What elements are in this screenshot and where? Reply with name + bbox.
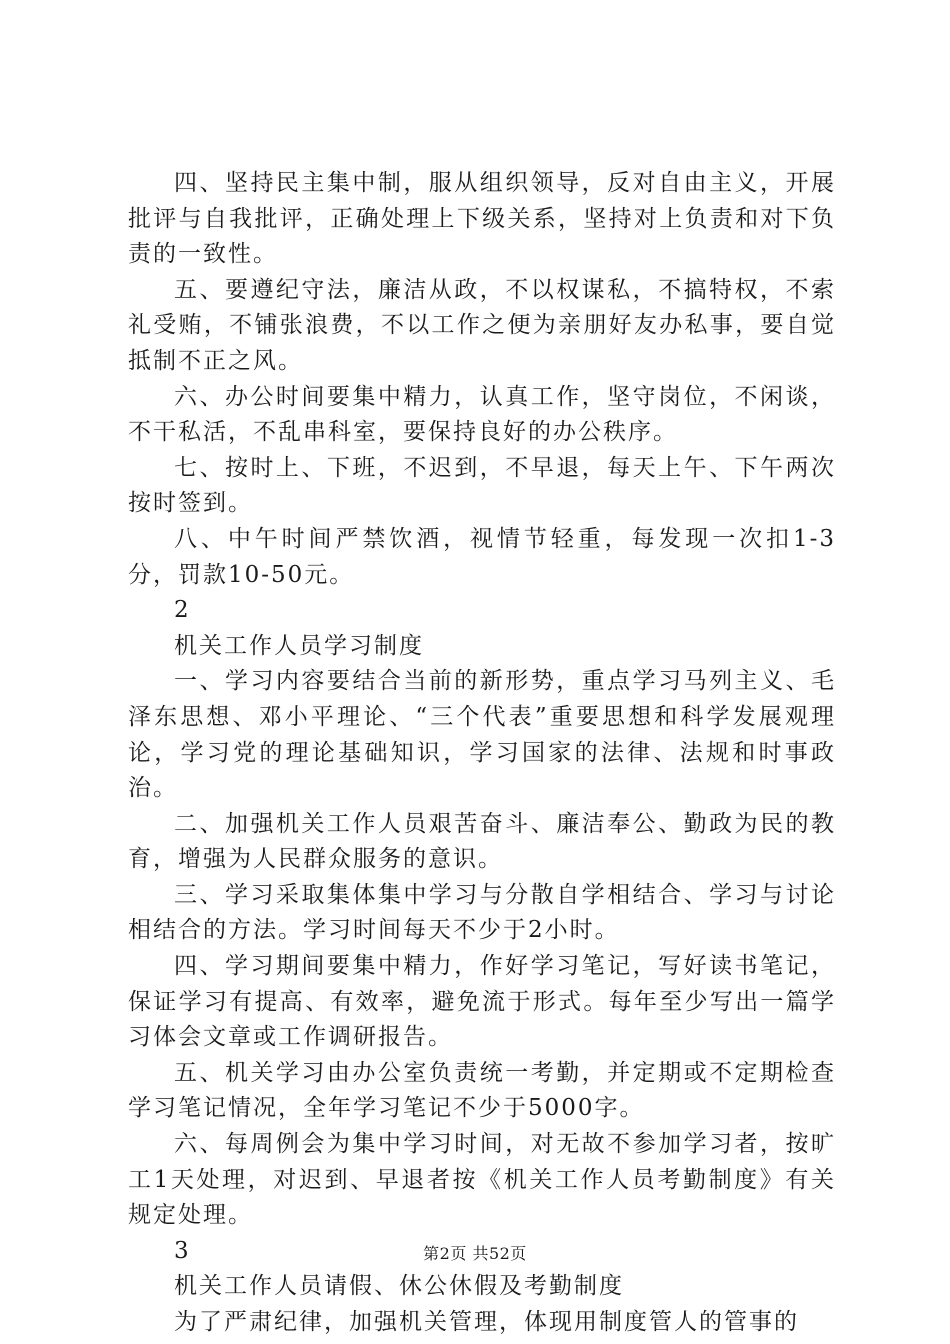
section-number-2: 2 — [174, 597, 191, 624]
section-title-study-system: 机关工作人员学习制度 — [174, 632, 424, 659]
paragraph-study-5: 五、机关学习由办公室负责统一考勤，并定期或不定期检查学习笔记情况，全年学习笔记不少于5000字。 — [128, 1059, 836, 1122]
paragraph-study-4: 四、学习期间要集中精力，作好学习笔记，写好读书笔记，保证学习有提高、有效率，避免流于形式。每年至少写出一篇学习体会文章或工作调研报告。 — [128, 953, 836, 1051]
paragraph-study-1: 一、学习内容要结合当前的新形势，重点学习马列主义、毛泽东思想、邓小平理论、“三个代表”重要思想和科学发展观理论，学习党的理论基础知识，学习国家的法律、法规和时事政治。 — [128, 668, 836, 802]
paragraph-rule-5: 五、要遵纪守法，廉洁从政，不以权谋私，不搞特权，不索礼受贿，不铺张浪费，不以工作之便为亲朋好友办私事，要自觉抵制不正之风。 — [128, 276, 836, 374]
paragraph-study-3: 三、学习采取集体集中学习与分散自学相结合、学习与讨论相结合的方法。学习时间每天不少于2小时。 — [128, 881, 836, 944]
paragraph-rule-6: 六、办公时间要集中精力，认真工作，坚守岗位，不闲谈，不干私活，不乱串科室，要保持良好的办公秩序。 — [128, 383, 836, 446]
paragraph-rule-4: 四、坚持民主集中制，服从组织领导，反对自由主义，开展批评与自我批评，正确处理上下级关系，坚持对上负责和对下负责的一致性。 — [128, 170, 836, 268]
paragraph-study-6: 六、每周例会为集中学习时间，对无故不参加学习者，按旷工1天处理，对迟到、早退者按《机关工作人员考勤制度》有关规定处理。 — [128, 1131, 836, 1229]
section-number-3: 3 — [174, 1237, 191, 1264]
paragraph-rule-8: 八、中午时间严禁饮酒，视情节轻重，每发现一次扣1-3分，罚款10-50元。 — [128, 525, 836, 588]
paragraph-study-2: 二、加强机关工作人员艰苦奋斗、廉洁奉公、勤政为民的教育，增强为人民群众服务的意识。 — [128, 810, 836, 873]
section-title-leave-system: 机关工作人员请假、休公休假及考勤制度 — [174, 1273, 624, 1300]
paragraph-rule-7: 七、按时上、下班，不迟到，不早退，每天上午、下午两次按时签到。 — [128, 454, 836, 517]
page-footer: 第2页 共52页 — [423, 1244, 527, 1263]
paragraph-leave-intro: 为了严肃纪律，加强机关管理，体现用制度管人的管事的 — [174, 1309, 799, 1335]
document-body — [128, 166, 836, 1341]
